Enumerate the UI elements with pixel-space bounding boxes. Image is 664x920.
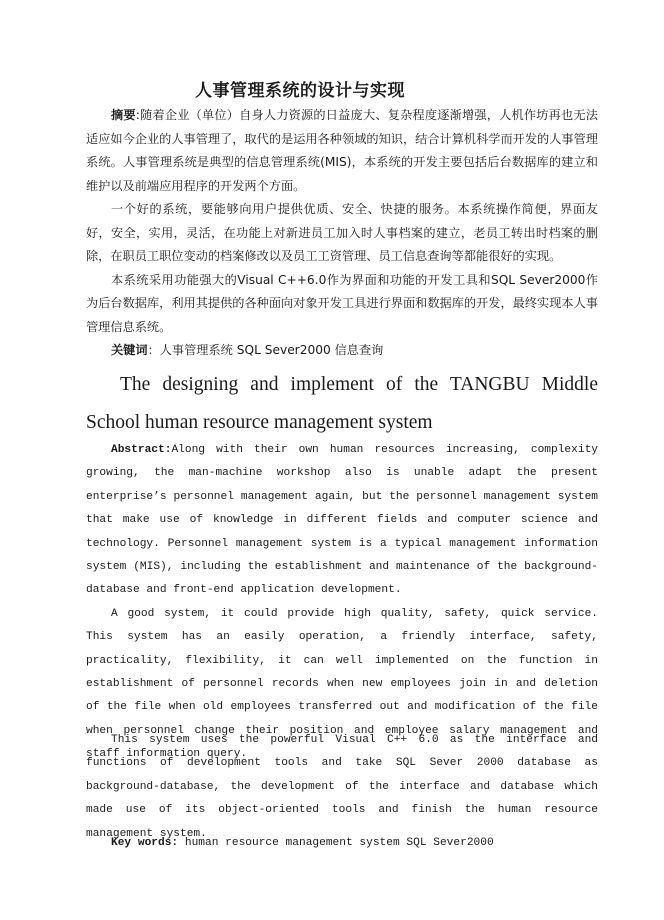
english-keywords [86,832,598,855]
english-abstract-paragraph-1 [86,439,598,603]
english-abstract-text-1: Along with their own human resources increasing, complexity growing, the man-machine workshop also is unable adapt the present enterprise’s personnel management again, but the personnel management system that make use of knowledge in different fields and computer science and technology. Personnel management system is a typical management information system (MIS), including the establishment and maintenance of the background-database and front-end application development. [86,444,598,597]
english-keywords-label: Key words: [111,837,179,849]
english-abstract-continued [86,729,598,846]
english-abstract-paragraph-3: This system uses the powerful Visual C++ 6.0 as the interface and functions of development tools and take SQL Sever 2000 database as background-database, the development of the interface and database which made use of its object-oriented tools and finish the human resource management system. [86,734,598,840]
chinese-abstract-label: 摘要 [111,108,136,122]
chinese-abstract [86,104,598,363]
english-keywords-line [86,832,598,855]
chinese-keywords-label: 关键词 [111,343,148,357]
chinese-abstract-text-1: :随着企业（单位）自身人力资源的日益庞大、复杂程度逐渐增强，人机作坊再也无法适应如今企业的人事管理了，取代的是运用各种领域的知识，结合计算机科学而开发的人事管理系统。人事管理系统是典型的信息管理系统(MIS)，本系统的开发主要包括后台数据库的建立和维护以及前端应用程序的开发两个方面。 [86,108,598,193]
chinese-title: 人事管理系统的设计与实现 [195,81,405,101]
chinese-keywords-text: ：人事管理系统 SQL Sever2000 信息查询 [147,343,384,357]
chinese-keywords [86,339,598,363]
chinese-abstract-paragraph-3: 本系统采用功能强大的Visual C++6.0作为界面和功能的开发工具和SQL Sever2000作为后台数据库，利用其提供的各种面向对象开发工具进行界面和数据库的开发，最终实现本人事管理信息系统。 [86,272,598,334]
english-abstract [86,439,598,767]
english-title-line-2: School human resource management system [86,412,433,433]
english-abstract-paragraph-2: A good system, it could provide high quality, safety, quick service. This system has an easily operation, a friendly interface, safety, practicality, flexibility, it can well implemented on the function in establishment of personnel records when new employees join in and deletion of the file when old employees transferred out and modification of the file when personnel change their position and employee salary management and staff information query. [86,607,598,761]
chinese-abstract-paragraph-1 [86,104,598,198]
english-title-line-1: The designing and implement of the TANGBU Middle [120,374,598,395]
english-keywords-text: human resource management system SQL Sever2000 [178,837,494,849]
english-abstract-label: Abstract: [111,444,172,456]
chinese-abstract-paragraph-2: 一个好的系统，要能够向用户提供优质、安全、快捷的服务。本系统操作简便，界面友好，安全，实用，灵活，在功能上对新进员工加入时人事档案的建立，老员工转出时档案的删除，在职员工职位变动的档案修改以及员工工资管理、员工信息查询等都能很好的实现。 [86,202,598,263]
english-title [86,366,598,442]
